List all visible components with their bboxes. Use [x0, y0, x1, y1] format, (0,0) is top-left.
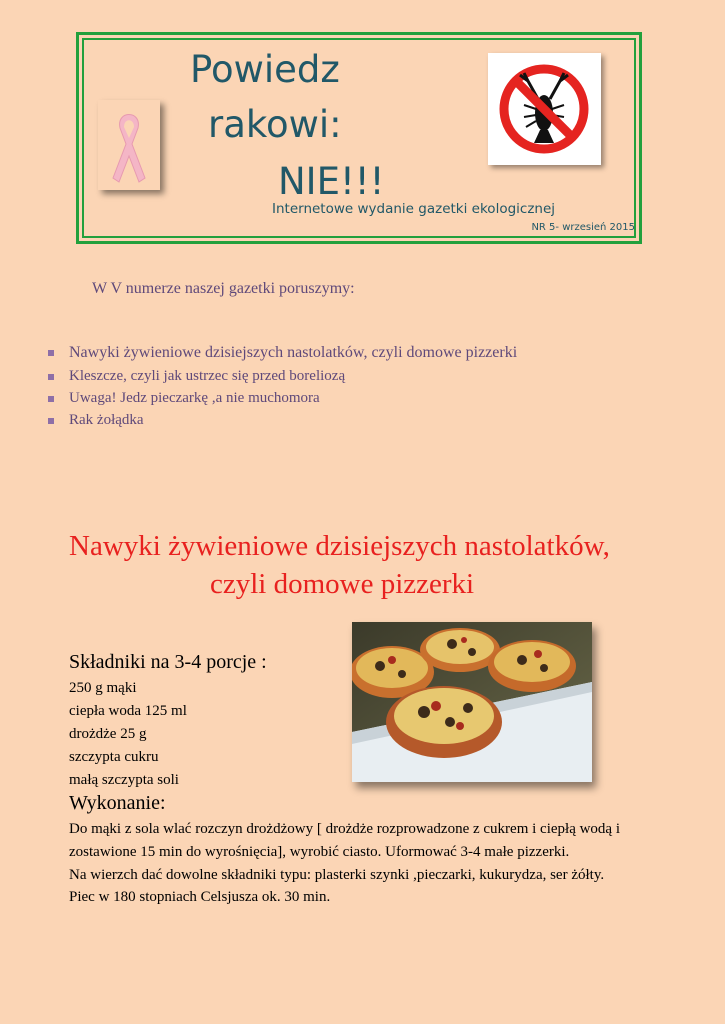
- mini-pizzas-photo: [352, 622, 592, 782]
- article-heading-line2: czyli domowe pizzerki: [210, 568, 475, 600]
- method-line: Na wierzch dać dowolne składniki typu: plasterki szynki ,pieczarki, kukurydza, ser żółty.: [69, 867, 605, 883]
- method-line: zostawione 15 min do wyrośnięcia], wyrobić ciasto. Uformować 3-4 małe pizzerki.: [69, 844, 570, 860]
- ingredients-title: Składniki na 3-4 porcje :: [69, 651, 267, 673]
- pink-ribbon-icon: [98, 100, 160, 190]
- masthead-subtitle: Internetowe wydanie gazetki ekologicznej: [272, 201, 556, 217]
- ingredient-item: 250 g mąki: [69, 680, 137, 696]
- issue-number: NR 5- wrzesień 2015: [531, 222, 635, 233]
- toc-item: Nawyki żywieniowe dzisiejszych nastolatków, czyli domowe pizzerki: [48, 341, 517, 365]
- article-heading-line1: Nawyki żywieniowe dzisiejszych nastolatków,: [69, 530, 610, 562]
- ingredient-item: ciepła woda 125 ml: [69, 703, 187, 719]
- method-title: Wykonanie:: [69, 792, 166, 814]
- toc-item: Uwaga! Jedz pieczarkę ,a nie muchomora: [48, 387, 517, 409]
- no-crayfish-icon: [488, 53, 601, 165]
- masthead-title-line2: rakowi:: [208, 103, 342, 146]
- ingredient-item: szczypta cukru: [69, 749, 159, 765]
- table-of-contents: [48, 341, 517, 431]
- issue-intro: W V numerze naszej gazetki poruszymy:: [92, 280, 355, 297]
- toc-item: Kleszcze, czyli jak ustrzec się przed boreliozą: [48, 365, 517, 387]
- ingredient-item: małą szczypta soli: [69, 772, 179, 788]
- masthead-title-line1: Powiedz: [190, 48, 340, 91]
- ingredient-item: drożdże 25 g: [69, 726, 147, 742]
- toc-item: Rak żołądka: [48, 409, 517, 431]
- method-line: Do mąki z sola wlać rozczyn drożdżowy [ drożdże rozprowadzone z cukrem i ciepłą wodą i: [69, 821, 621, 837]
- masthead-title-line3: NIE!!!: [278, 160, 385, 203]
- method-line: Piec w 180 stopniach Celsjusza ok. 30 min.: [69, 889, 331, 905]
